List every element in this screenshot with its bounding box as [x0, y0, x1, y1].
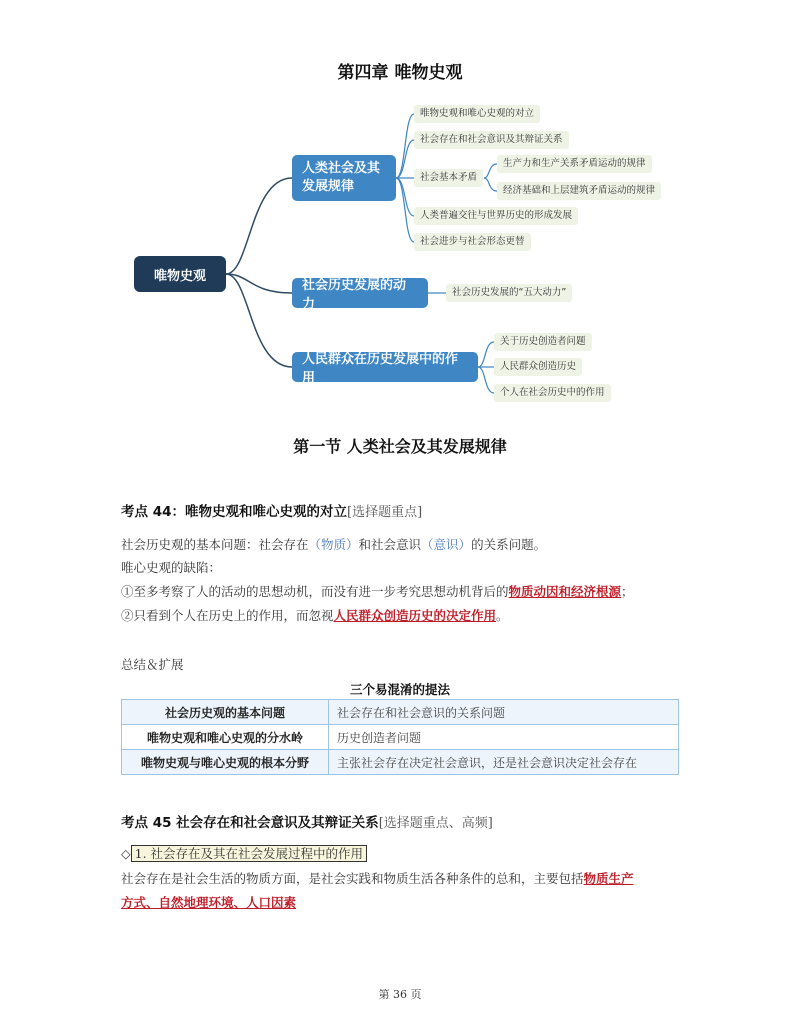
kp44-line2: 唯心史观的缺陷： [121, 560, 222, 575]
kp45-heading [121, 811, 493, 831]
summary-label: 总结＆扩展 [121, 657, 184, 672]
table-key: 社会历史观的基本问题 [122, 700, 329, 725]
page-number: 第 36 页 [378, 988, 422, 1001]
mindmap-subleaf: 经济基础和上层建筑矛盾运动的规律 [497, 182, 661, 200]
text: 和社会意识 [358, 537, 422, 552]
table-row [122, 725, 679, 750]
kp45-subheading [121, 844, 367, 862]
text-note: （意识） [421, 537, 472, 552]
text: ①至多考察了人的活动的思想动机，而没有进一步考究思想动机背后的 [121, 584, 509, 599]
text: ； [621, 584, 634, 599]
mindmap-leaf: 关于历史创造者问题 [494, 333, 592, 351]
mindmap-root: 唯物史观 [134, 256, 226, 292]
table-value: 历史创造者问题 [329, 725, 679, 750]
mindmap-leaf: 人类普遍交往与世界历史的形成发展 [414, 207, 578, 225]
kp44-title: 考点 44：唯物史观和唯心史观的对立 [121, 504, 347, 520]
mindmap-leaf: 社会存在和社会意识及其辩证关系 [414, 131, 569, 149]
text: 的关系问题。 [471, 537, 547, 552]
text-note: （物质） [308, 537, 359, 552]
kp45-para-line1 [121, 869, 634, 887]
mindmap-branch-1: 人类社会及其发展规律 [292, 155, 396, 201]
mindmap-subleaf: 生产力和生产关系矛盾运动的规律 [497, 155, 652, 173]
mindmap-branch-2: 社会历史发展的动力 [292, 278, 428, 308]
kp45-para-line2 [121, 893, 296, 911]
highlight-text: 人民群众创造历史的决定作用 [333, 608, 497, 623]
section-title: 第一节 人类社会及其发展规律 [293, 437, 507, 456]
kp44-line1 [121, 535, 546, 553]
highlight-text: 物质动因和经济根源 [508, 584, 622, 599]
diamond-bullet: ◇ [121, 846, 131, 861]
mindmap-leaf: 个人在社会历史中的作用 [494, 384, 611, 402]
kp44-heading [121, 500, 422, 520]
mindmap-leaf: 社会基本矛盾 [414, 169, 483, 187]
table-row [122, 700, 679, 725]
chapter-title: 第四章 唯物史观 [337, 63, 463, 83]
mindmap-leaf: 社会历史发展的“五大动力” [446, 284, 572, 302]
text: 。 [496, 608, 509, 623]
table-title: 三个易混淆的提法 [349, 682, 450, 697]
text: 社会存在是社会生活的物质方面，是社会实践和物质生活各种条件的总和，主要包括 [121, 871, 584, 886]
kp44-tag: [选择题重点] [347, 505, 423, 520]
mindmap-leaf: 社会进步与社会形态更替 [414, 233, 531, 251]
comparison-table [121, 699, 679, 775]
kp45-title: 考点 45 社会存在和社会意识及其辩证关系 [121, 815, 379, 831]
table-key: 唯物史观与唯心史观的根本分野 [122, 750, 329, 775]
mindmap-leaf: 唯物史观和唯心史观的对立 [414, 105, 540, 123]
table-row [122, 750, 679, 775]
highlight-text: 物质生产 [583, 871, 634, 886]
kp44-line3 [121, 582, 634, 600]
mindmap-leaf: 人民群众创造历史 [494, 358, 582, 376]
table-value: 社会存在和社会意识的关系问题 [329, 700, 679, 725]
table-key: 唯物史观和唯心史观的分水岭 [122, 725, 329, 750]
kp44-line4 [121, 606, 509, 624]
boxed-heading: 1. 社会存在及其在社会发展过程中的作用 [131, 845, 367, 862]
table-value: 主张社会存在决定社会意识，还是社会意识决定社会存在 [329, 750, 679, 775]
mindmap-branch-3: 人民群众在历史发展中的作用 [292, 352, 478, 382]
text: 社会历史观的基本问题：社会存在 [121, 537, 309, 552]
highlight-text: 方式、自然地理环境、人口因素 [121, 895, 297, 910]
text: ②只看到个人在历史上的作用，而忽视 [121, 608, 334, 623]
kp45-tag: [选择题重点、高频] [378, 816, 493, 831]
